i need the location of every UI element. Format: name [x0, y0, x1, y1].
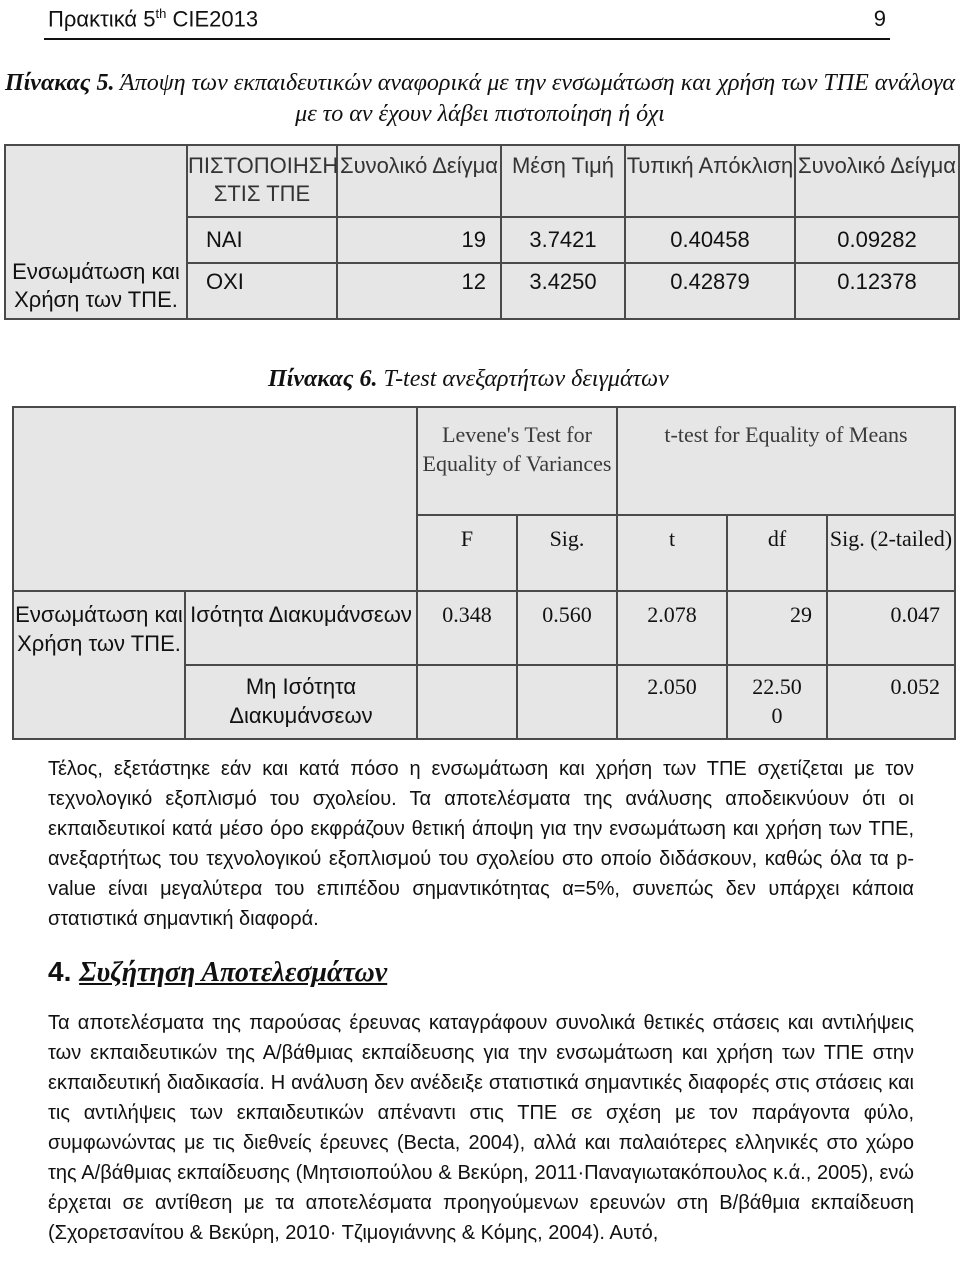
table6-levene-header: Levene's Test for Equality of Variances [417, 407, 617, 515]
table5-cell: 0.40458 [625, 217, 795, 263]
discussion-paragraph: Τα αποτελέσματα της παρούσας έρευνας καταγράφουν συνολικά θετικές στάσεις και αντιλήψεις των εκπαιδευτικών της Α/βάθμιας εκπαίδευσης για την ενσωμάτωση και χρήση των ΤΠΕ στην εκπαιδευτική διαδικασία. Η ανάλυση δεν ανέδειξε στατιστικά σημαντικές διαφορές στις στάσεις και τις αντιλήψεις των εκπαιδευτικών απέναντι στις ΤΠΕ σε σχέση με τον παράγοντα φύλο, συμφωνώντας με τις διεθνείς έρευνες (Becta, 2004), αλλά και παλαιότερες ελληνικές στο χώρο της Α/βάθμιας εκπαίδευσης (Μητσιοπούλου & Βεκύρη, 2011·Παναγιωτακόπουλος κ.ά., 2005), ενώ έρχεται σε αντίθεση με τα αποτελέσματα προηγούμενων ερευνών στη Β/βάθμια εκπαίδευση (Σχορετσανίτου & Βεκύρη, 2010· Τζιμογιάννης & Κόμης, 2004). Αυτό, [48, 1012, 914, 1244]
table5-cell: 3.4250 [501, 263, 625, 319]
table5-cell: 0.12378 [795, 263, 959, 319]
table5-cell: 3.7421 [501, 217, 625, 263]
table6-subrow-label: Μη Ισότητα Διακυμάνσεων [185, 665, 417, 739]
header-rule [44, 38, 890, 40]
table-row [13, 591, 955, 665]
table5-col-header: ΠΙΣΤΟΠΟΙΗΣΗ ΣΤΙΣ ΤΠΕ [187, 145, 337, 217]
table6 [12, 406, 956, 740]
table6-empty-corner [13, 407, 417, 591]
section-number: 4. [48, 956, 72, 987]
table5-cell: 0.09282 [795, 217, 959, 263]
table6-row-label: Ενσωμάτωση και Χρήση των ΤΠΕ. [13, 591, 185, 739]
table6-cell: 0.047 [827, 591, 955, 665]
table5-caption [0, 68, 960, 130]
table6-cell: 0.560 [517, 591, 617, 665]
table6-cell: 0.052 [827, 665, 955, 739]
table6-col-header: t [617, 515, 727, 591]
table6-ttest-header: t-test for Equality of Means [617, 407, 955, 515]
table5-caption-label: Πίνακας 5. [4, 70, 115, 96]
table5-cell: 19 [337, 217, 501, 263]
table5-col-header: Μέση Τιμή [501, 145, 625, 217]
page-header [48, 6, 886, 36]
table5-cell: 12 [337, 263, 501, 319]
table6-cell: 0.348 [417, 591, 517, 665]
table6-cell: 22.500 [727, 665, 827, 739]
page-number: 9 [873, 6, 886, 31]
table5-col-header: Συνολικό Δείγμα [795, 145, 959, 217]
table6-caption-text: T-test ανεξαρτήτων δειγμάτων [383, 366, 669, 392]
table5-col-header: Συνολικό Δείγμα [337, 145, 501, 217]
proceedings-title: Πρακτικά 5th CIE2013 [48, 6, 259, 32]
section-heading [48, 956, 387, 989]
table6-col-header: Sig. (2-tailed) [827, 515, 955, 591]
table5-header-row [5, 145, 959, 217]
table5-cell: ΝΑΙ [187, 217, 337, 263]
table6-col-header: df [727, 515, 827, 591]
table5-col-header: Τυπική Απόκλιση [625, 145, 795, 217]
table5-cell: 0.42879 [625, 263, 795, 319]
results-paragraph: Τέλος, εξετάστηκε εάν και κατά πόσο η ενσωμάτωση και χρήση των ΤΠΕ σχετίζεται με τον τεχνολογικό εξοπλισμό του σχολείου. Τα αποτελέσματα της ανάλυσης αποδεικνύουν ότι οι εκπαιδευτικοί κατά μέσο όρο εκφράζουν θετική άποψη για την ενσωμάτωση και χρήση των ΤΠΕ, ανεξαρτήτως του τεχνολογικού εξοπλισμού του σχολείου στο οποίο διδάσκουν, καθώς όλα τα p-value είναι μεγαλύτερα του επιπέδου σημαντικότητας α=5%, συνεπώς δεν υπάρχει κάποια στατιστικά σημαντική διαφορά. [48, 758, 914, 930]
table6-col-header: Sig. [517, 515, 617, 591]
table6-cell [517, 665, 617, 739]
table5 [4, 144, 960, 320]
table6-cell: 2.078 [617, 591, 727, 665]
section-title: Συζήτηση Αποτελεσμάτων [79, 957, 388, 988]
table6-subrow-label: Ισότητα Διακυμάνσεων [185, 591, 417, 665]
table6-cell: 29 [727, 591, 827, 665]
table6-caption-label: Πίνακας 6. [268, 366, 378, 392]
table6-caption [268, 364, 669, 395]
table6-group-header-row [13, 407, 955, 515]
table6-cell [417, 665, 517, 739]
table6-col-header: F [417, 515, 517, 591]
table5-caption-text: Άποψη των εκπαιδευτικών αναφορικά με την ενσωμάτωση και χρήση των ΤΠΕ ανάλογα με το αν έχουν λάβει πιστοποίηση ή όχι [120, 70, 956, 127]
table6-cell: 2.050 [617, 665, 727, 739]
table5-cell: ΟΧΙ [187, 263, 337, 319]
table5-row-label: Ενσωμάτωση και Χρήση των ΤΠΕ. [5, 145, 187, 319]
